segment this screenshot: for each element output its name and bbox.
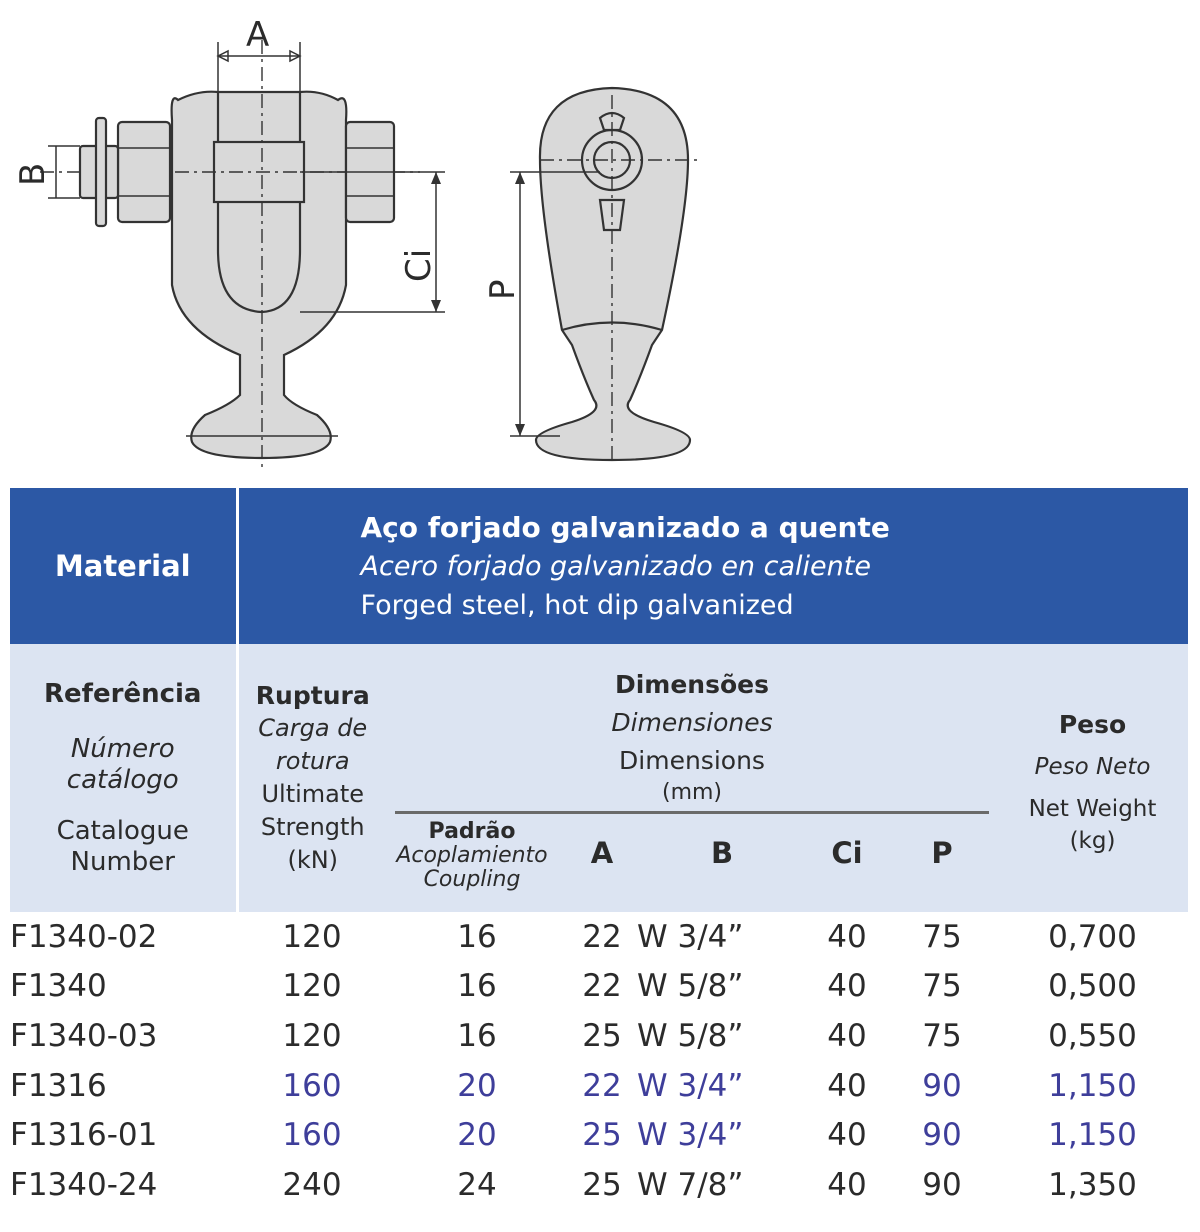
cell-ci: 40 xyxy=(807,1061,887,1111)
header-weight-pt: Peso xyxy=(1058,710,1127,739)
material-row xyxy=(10,488,1188,644)
cell-padrao: 20 xyxy=(387,1110,567,1160)
side-view xyxy=(483,88,700,465)
header-ruptura-en-2: Strength xyxy=(260,813,365,841)
cell-peso: 1,150 xyxy=(997,1061,1188,1111)
cell-p: 90 xyxy=(887,1160,997,1210)
table-row xyxy=(10,962,1188,1012)
cell-reference: F1316-01 xyxy=(10,1110,237,1160)
header-coupling-es: Acoplamiento xyxy=(396,843,548,868)
cell-padrao: 20 xyxy=(387,1061,567,1111)
header-dimensions-en: Dimensions xyxy=(619,746,765,775)
specification-table xyxy=(10,488,1188,1210)
table-row xyxy=(10,1011,1188,1061)
cell-ci: 40 xyxy=(807,1160,887,1210)
table-row xyxy=(10,1110,1188,1160)
cell-ci: 40 xyxy=(807,962,887,1012)
cell-b: W 7/8” xyxy=(637,1160,807,1210)
header-reference xyxy=(10,644,237,912)
cell-ci: 40 xyxy=(807,1011,887,1061)
cell-p: 75 xyxy=(887,1011,997,1061)
socket-clevis-drawing xyxy=(0,0,760,480)
header-ruptura-pt: Ruptura xyxy=(255,681,370,710)
dimensions-divider xyxy=(395,811,989,814)
header-weight xyxy=(997,644,1188,912)
header-p: P xyxy=(931,836,953,870)
cell-peso: 1,150 xyxy=(997,1110,1188,1160)
cell-reference: F1340-24 xyxy=(10,1160,237,1210)
cell-peso: 0,700 xyxy=(997,912,1188,962)
cell-ci: 40 xyxy=(807,912,887,962)
cell-reference: F1340 xyxy=(10,962,237,1012)
cell-b: W 5/8” xyxy=(637,1011,807,1061)
header-coupling-pt: Padrão xyxy=(428,819,516,844)
cell-b: W 5/8” xyxy=(637,962,807,1012)
cell-a: 22 xyxy=(567,1061,637,1111)
header-weight-es: Peso Neto xyxy=(1034,754,1151,780)
header-a: A xyxy=(590,836,614,870)
cell-a: 22 xyxy=(567,912,637,962)
cell-a: 25 xyxy=(567,1011,637,1061)
cell-b: W 3/4” xyxy=(637,1110,807,1160)
material-pt: Aço forjado galvanizado a quente xyxy=(360,510,890,544)
cell-peso: 1,350 xyxy=(997,1160,1188,1210)
header-reference-en-2: Number xyxy=(70,846,175,877)
cell-a: 25 xyxy=(567,1110,637,1160)
dim-label-ci: Ci xyxy=(399,248,439,282)
cell-b: W 3/4” xyxy=(637,912,807,962)
header-ruptura-es-1: Carga de xyxy=(258,714,368,742)
header-ruptura xyxy=(237,644,387,912)
cell-peso: 0,550 xyxy=(997,1011,1188,1061)
header-ci: Ci xyxy=(831,836,863,870)
header-reference-en-1: Catalogue xyxy=(56,815,189,846)
header-b: B xyxy=(710,836,734,870)
column-header-row xyxy=(10,644,1188,912)
table-row xyxy=(10,912,1188,962)
cell-ruptura: 160 xyxy=(237,1110,387,1160)
header-dimensions-pt: Dimensões xyxy=(614,670,770,699)
cell-a: 22 xyxy=(567,962,637,1012)
header-ruptura-es-2: rotura xyxy=(275,747,350,775)
cell-padrao: 16 xyxy=(387,912,567,962)
cell-ci: 40 xyxy=(807,1110,887,1160)
cell-padrao: 16 xyxy=(387,1011,567,1061)
cell-padrao: 24 xyxy=(387,1160,567,1210)
material-es: Acero forjado galvanizado en caliente xyxy=(360,550,871,582)
header-weight-unit: (kg) xyxy=(1069,828,1116,854)
header-reference-pt: Referência xyxy=(44,678,202,709)
header-dimensions-es: Dimensiones xyxy=(611,708,773,737)
cell-ruptura: 120 xyxy=(237,962,387,1012)
cell-p: 90 xyxy=(887,1061,997,1111)
cell-peso: 0,500 xyxy=(997,962,1188,1012)
cell-ruptura: 120 xyxy=(237,1011,387,1061)
dim-label-p: P xyxy=(483,279,523,300)
dim-label-a: A xyxy=(246,15,270,55)
cell-reference: F1340-03 xyxy=(10,1011,237,1061)
cell-p: 90 xyxy=(887,1110,997,1160)
material-label: Material xyxy=(10,488,237,644)
cell-reference: F1316 xyxy=(10,1061,237,1111)
cell-p: 75 xyxy=(887,962,997,1012)
cell-padrao: 16 xyxy=(387,962,567,1012)
cell-reference: F1340-02 xyxy=(10,912,237,962)
front-view xyxy=(13,15,445,470)
material-en: Forged steel, hot dip galvanized xyxy=(360,589,794,621)
cell-ruptura: 240 xyxy=(237,1160,387,1210)
header-dimensions xyxy=(387,644,997,912)
table-row xyxy=(10,1160,1188,1210)
header-dimensions-unit: (mm) xyxy=(661,780,723,805)
dim-label-b: B xyxy=(13,162,53,186)
cell-a: 25 xyxy=(567,1160,637,1210)
material-description xyxy=(237,488,1188,644)
cell-b: W 3/4” xyxy=(637,1061,807,1111)
cell-ruptura: 120 xyxy=(237,912,387,962)
header-weight-en: Net Weight xyxy=(1028,796,1157,822)
cell-p: 75 xyxy=(887,912,997,962)
header-coupling-en: Coupling xyxy=(423,867,521,892)
header-reference-es: Número catálogo xyxy=(66,733,179,795)
table-row xyxy=(10,1061,1188,1111)
header-coupling xyxy=(387,820,557,892)
header-ruptura-unit: (kN) xyxy=(287,846,339,874)
cell-ruptura: 160 xyxy=(237,1061,387,1111)
header-ruptura-en-1: Ultimate xyxy=(261,780,365,808)
